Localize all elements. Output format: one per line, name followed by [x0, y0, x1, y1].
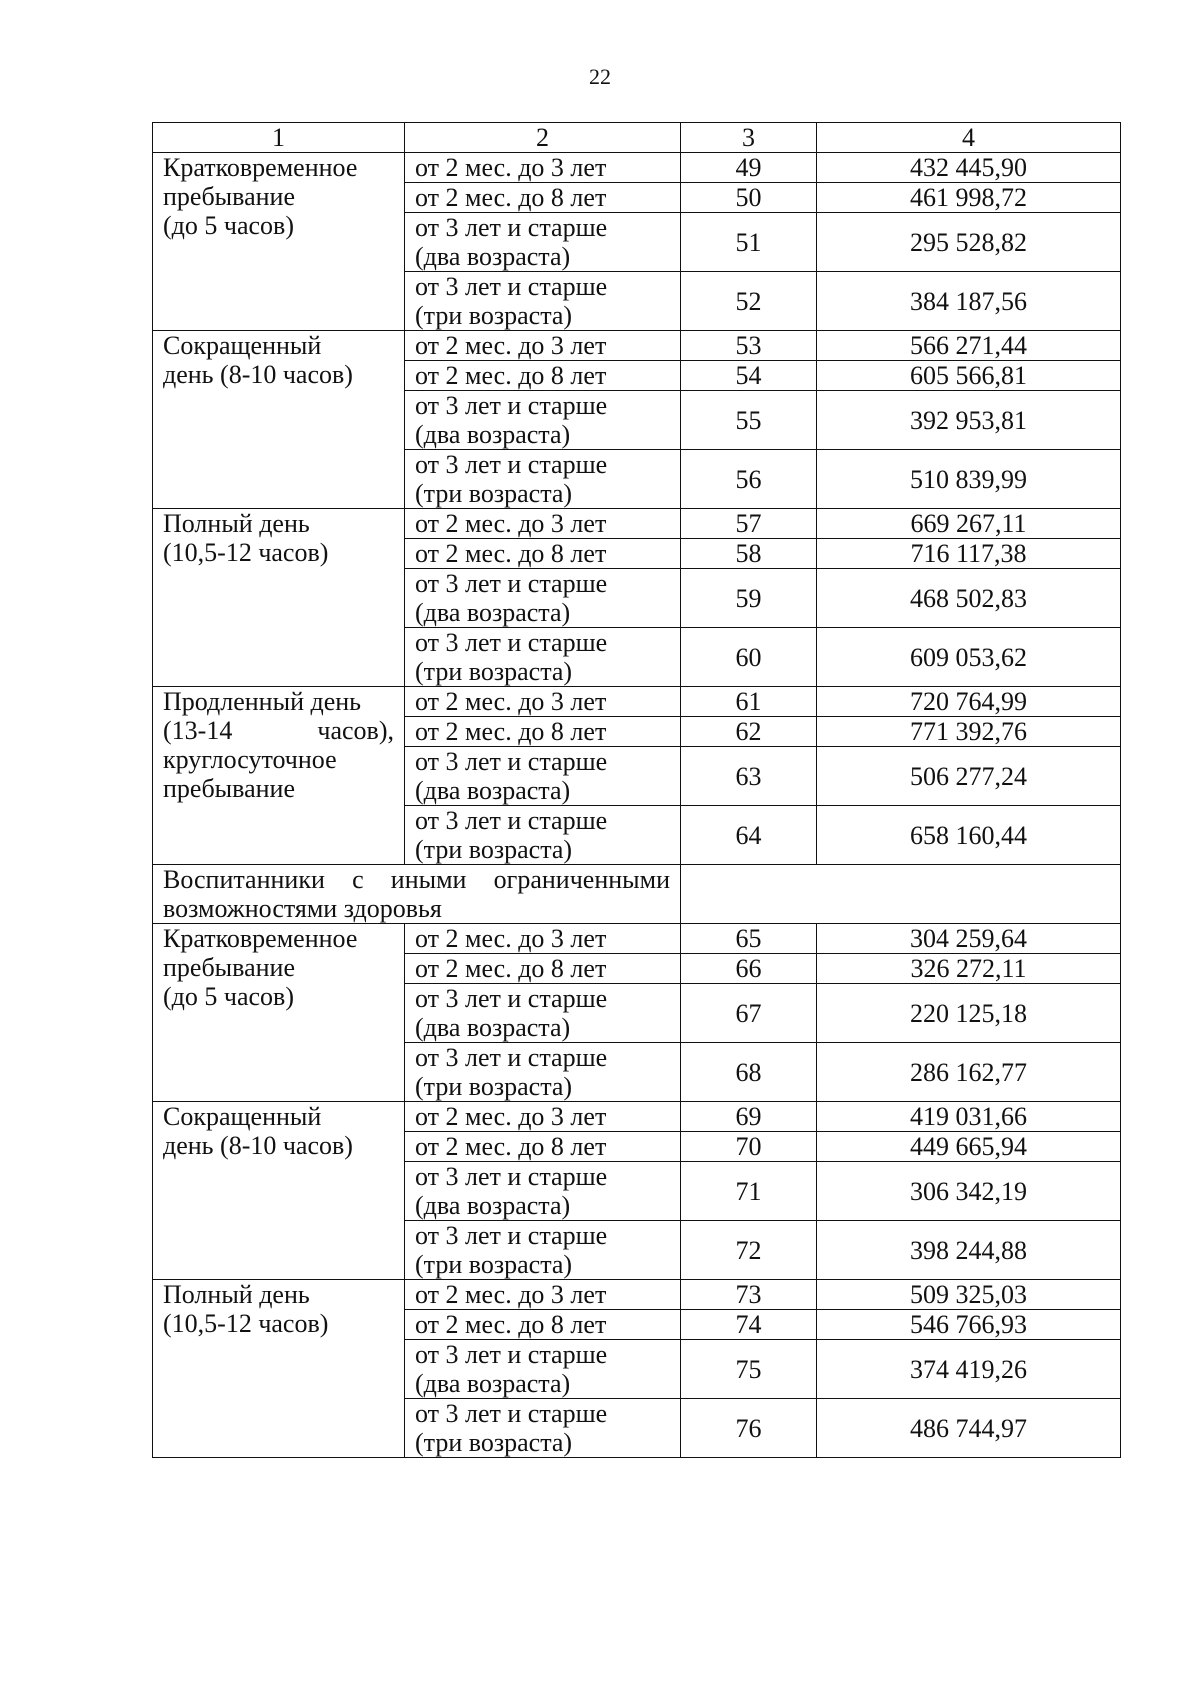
row-number-cell: 68 — [681, 1043, 817, 1102]
age-group-line: от 2 мес. до 3 лет — [415, 509, 607, 538]
amount-cell: 384 187,56 — [817, 272, 1121, 331]
row-number-cell: 56 — [681, 450, 817, 509]
column-header: 2 — [405, 123, 681, 153]
row-number-cell: 72 — [681, 1221, 817, 1280]
age-group-cell — [405, 213, 681, 272]
age-group-line: (два возраста) — [415, 420, 571, 449]
header-row — [153, 123, 1121, 153]
age-group-cell — [405, 450, 681, 509]
mode-label — [153, 331, 405, 509]
age-group-cell — [405, 1102, 681, 1132]
empty-cell — [681, 865, 1121, 924]
row-number-cell: 73 — [681, 1280, 817, 1310]
age-group-line: от 3 лет и старше — [415, 569, 608, 598]
age-group-cell — [405, 806, 681, 865]
age-group-cell — [405, 747, 681, 806]
row-number-cell: 55 — [681, 391, 817, 450]
age-group-cell — [405, 1310, 681, 1340]
mode-label-line: пребывание — [163, 774, 295, 803]
age-group-cell — [405, 717, 681, 747]
mode-label-line: Кратковременное — [163, 924, 358, 953]
age-group-line: (два возраста) — [415, 776, 571, 805]
section-row — [153, 865, 1121, 924]
age-group-cell — [405, 1162, 681, 1221]
table-row — [153, 924, 1121, 954]
age-group-line: от 3 лет и старше — [415, 984, 608, 1013]
mode-label-line: пребывание — [163, 953, 295, 982]
age-group-line: от 2 мес. до 8 лет — [415, 539, 607, 568]
age-group-line: (два возраста) — [415, 1191, 571, 1220]
amount-cell: 220 125,18 — [817, 984, 1121, 1043]
age-group-line: от 2 мес. до 8 лет — [415, 1310, 607, 1339]
amount-cell: 716 117,38 — [817, 539, 1121, 569]
row-number-cell: 76 — [681, 1399, 817, 1458]
amount-cell: 306 342,19 — [817, 1162, 1121, 1221]
age-group-cell — [405, 1399, 681, 1458]
amount-cell: 658 160,44 — [817, 806, 1121, 865]
age-group-line: от 2 мес. до 3 лет — [415, 924, 607, 953]
amount-cell: 486 744,97 — [817, 1399, 1121, 1458]
age-group-cell — [405, 331, 681, 361]
row-number-cell: 61 — [681, 687, 817, 717]
age-group-line: (два возраста) — [415, 1369, 571, 1398]
section-title: Воспитанники с иными ограниченными возможностями здоровья — [153, 865, 681, 924]
mode-label — [153, 924, 405, 1102]
amount-cell: 374 419,26 — [817, 1340, 1121, 1399]
mode-label — [153, 1102, 405, 1280]
age-group-cell — [405, 954, 681, 984]
page-number: 22 — [589, 64, 611, 89]
mode-label-line: Продленный день — [163, 687, 362, 716]
age-group-line: от 3 лет и старше — [415, 213, 608, 242]
amount-cell: 506 277,24 — [817, 747, 1121, 806]
age-group-line: (два возраста) — [415, 1013, 571, 1042]
age-group-line: от 3 лет и старше — [415, 1340, 608, 1369]
age-group-cell — [405, 924, 681, 954]
mode-label-line: Полный день — [163, 509, 310, 538]
table-row — [153, 1280, 1121, 1310]
amount-cell: 392 953,81 — [817, 391, 1121, 450]
row-number-cell: 67 — [681, 984, 817, 1043]
mode-label — [153, 153, 405, 331]
amount-cell: 669 267,11 — [817, 509, 1121, 539]
amount-cell: 509 325,03 — [817, 1280, 1121, 1310]
mode-label-line: (10,5-12 часов) — [163, 538, 329, 567]
amount-cell: 566 271,44 — [817, 331, 1121, 361]
tariff-table — [152, 122, 1121, 1458]
age-group-cell — [405, 1221, 681, 1280]
age-group-line: (два возраста) — [415, 242, 571, 271]
row-number-cell: 74 — [681, 1310, 817, 1340]
age-group-line: от 2 мес. до 3 лет — [415, 1280, 607, 1309]
age-group-cell — [405, 687, 681, 717]
row-number-cell: 54 — [681, 361, 817, 391]
amount-cell: 432 445,90 — [817, 153, 1121, 183]
mode-label-line: Полный день — [163, 1280, 310, 1309]
age-group-cell — [405, 509, 681, 539]
column-header: 4 — [817, 123, 1121, 153]
row-number-cell: 66 — [681, 954, 817, 984]
mode-label — [153, 687, 405, 865]
age-group-line: от 3 лет и старше — [415, 1043, 608, 1072]
age-group-cell — [405, 628, 681, 687]
age-group-cell — [405, 1043, 681, 1102]
age-group-cell — [405, 984, 681, 1043]
amount-cell: 419 031,66 — [817, 1102, 1121, 1132]
mode-label-line: (до 5 часов) — [163, 211, 294, 240]
age-group-line: от 2 мес. до 8 лет — [415, 183, 607, 212]
mode-label — [153, 509, 405, 687]
age-group-line: от 2 мес. до 3 лет — [415, 1102, 607, 1131]
age-group-line: от 2 мес. до 8 лет — [415, 954, 607, 983]
age-group-line: от 2 мес. до 8 лет — [415, 717, 607, 746]
amount-cell: 286 162,77 — [817, 1043, 1121, 1102]
age-group-line: от 3 лет и старше — [415, 1162, 608, 1191]
age-group-cell — [405, 1340, 681, 1399]
age-group-line: от 3 лет и старше — [415, 1221, 608, 1250]
mode-label-line: Сокращенный — [163, 1102, 322, 1131]
age-group-line: от 3 лет и старше — [415, 747, 608, 776]
age-group-cell — [405, 153, 681, 183]
mode-label-line: круглосуточное — [163, 745, 337, 774]
age-group-cell — [405, 183, 681, 213]
column-header: 3 — [681, 123, 817, 153]
amount-cell: 461 998,72 — [817, 183, 1121, 213]
age-group-line: от 2 мес. до 3 лет — [415, 153, 607, 182]
row-number-cell: 51 — [681, 213, 817, 272]
age-group-cell — [405, 361, 681, 391]
age-group-cell — [405, 1280, 681, 1310]
amount-cell: 398 244,88 — [817, 1221, 1121, 1280]
age-group-line: от 3 лет и старше — [415, 391, 608, 420]
age-group-line: (три возраста) — [415, 835, 573, 864]
row-number-cell: 70 — [681, 1132, 817, 1162]
amount-cell: 510 839,99 — [817, 450, 1121, 509]
amount-cell: 720 764,99 — [817, 687, 1121, 717]
age-group-line: от 3 лет и старше — [415, 272, 608, 301]
mode-label-line: (до 5 часов) — [163, 982, 294, 1011]
mode-label-line: Кратковременное — [163, 153, 358, 182]
mode-label-line: (13-14 часов), — [163, 716, 394, 745]
age-group-cell — [405, 391, 681, 450]
age-group-line: от 3 лет и старше — [415, 450, 608, 479]
age-group-line: (три возраста) — [415, 1072, 573, 1101]
age-group-line: от 2 мес. до 3 лет — [415, 687, 607, 716]
age-group-line: от 2 мес. до 8 лет — [415, 361, 607, 390]
row-number-cell: 63 — [681, 747, 817, 806]
column-header: 1 — [153, 123, 405, 153]
age-group-cell — [405, 539, 681, 569]
age-group-line: (три возраста) — [415, 479, 573, 508]
age-group-line: от 2 мес. до 3 лет — [415, 331, 607, 360]
mode-label-line: (10,5-12 часов) — [163, 1309, 329, 1338]
row-number-cell: 52 — [681, 272, 817, 331]
amount-cell: 771 392,76 — [817, 717, 1121, 747]
row-number-cell: 58 — [681, 539, 817, 569]
table-row — [153, 1102, 1121, 1132]
row-number-cell: 53 — [681, 331, 817, 361]
tariff-table-body — [153, 123, 1121, 1458]
mode-label-line: день (8-10 часов) — [163, 1131, 353, 1160]
row-number-cell: 57 — [681, 509, 817, 539]
age-group-line: (два возраста) — [415, 598, 571, 627]
amount-cell: 468 502,83 — [817, 569, 1121, 628]
table-row — [153, 687, 1121, 717]
row-number-cell: 62 — [681, 717, 817, 747]
amount-cell: 546 766,93 — [817, 1310, 1121, 1340]
age-group-cell — [405, 272, 681, 331]
mode-label-line: Сокращенный — [163, 331, 322, 360]
amount-cell: 449 665,94 — [817, 1132, 1121, 1162]
amount-cell: 326 272,11 — [817, 954, 1121, 984]
table-row — [153, 509, 1121, 539]
row-number-cell: 59 — [681, 569, 817, 628]
table-row — [153, 331, 1121, 361]
age-group-line: (три возраста) — [415, 1250, 573, 1279]
row-number-cell: 64 — [681, 806, 817, 865]
mode-label — [153, 1280, 405, 1458]
row-number-cell: 50 — [681, 183, 817, 213]
amount-cell: 609 053,62 — [817, 628, 1121, 687]
amount-cell: 295 528,82 — [817, 213, 1121, 272]
age-group-line: от 3 лет и старше — [415, 1399, 608, 1428]
age-group-line: от 3 лет и старше — [415, 628, 608, 657]
row-number-cell: 60 — [681, 628, 817, 687]
age-group-cell — [405, 1132, 681, 1162]
row-number-cell: 75 — [681, 1340, 817, 1399]
age-group-line: от 3 лет и старше — [415, 806, 608, 835]
amount-cell: 304 259,64 — [817, 924, 1121, 954]
age-group-line: от 2 мес. до 8 лет — [415, 1132, 607, 1161]
amount-cell: 605 566,81 — [817, 361, 1121, 391]
mode-label-line: день (8-10 часов) — [163, 360, 353, 389]
table-row — [153, 153, 1121, 183]
row-number-cell: 49 — [681, 153, 817, 183]
age-group-cell — [405, 569, 681, 628]
mode-label-line: пребывание — [163, 182, 295, 211]
row-number-cell: 71 — [681, 1162, 817, 1221]
age-group-line: (три возраста) — [415, 1428, 573, 1457]
age-group-line: (три возраста) — [415, 657, 573, 686]
row-number-cell: 65 — [681, 924, 817, 954]
row-number-cell: 69 — [681, 1102, 817, 1132]
age-group-line: (три возраста) — [415, 301, 573, 330]
